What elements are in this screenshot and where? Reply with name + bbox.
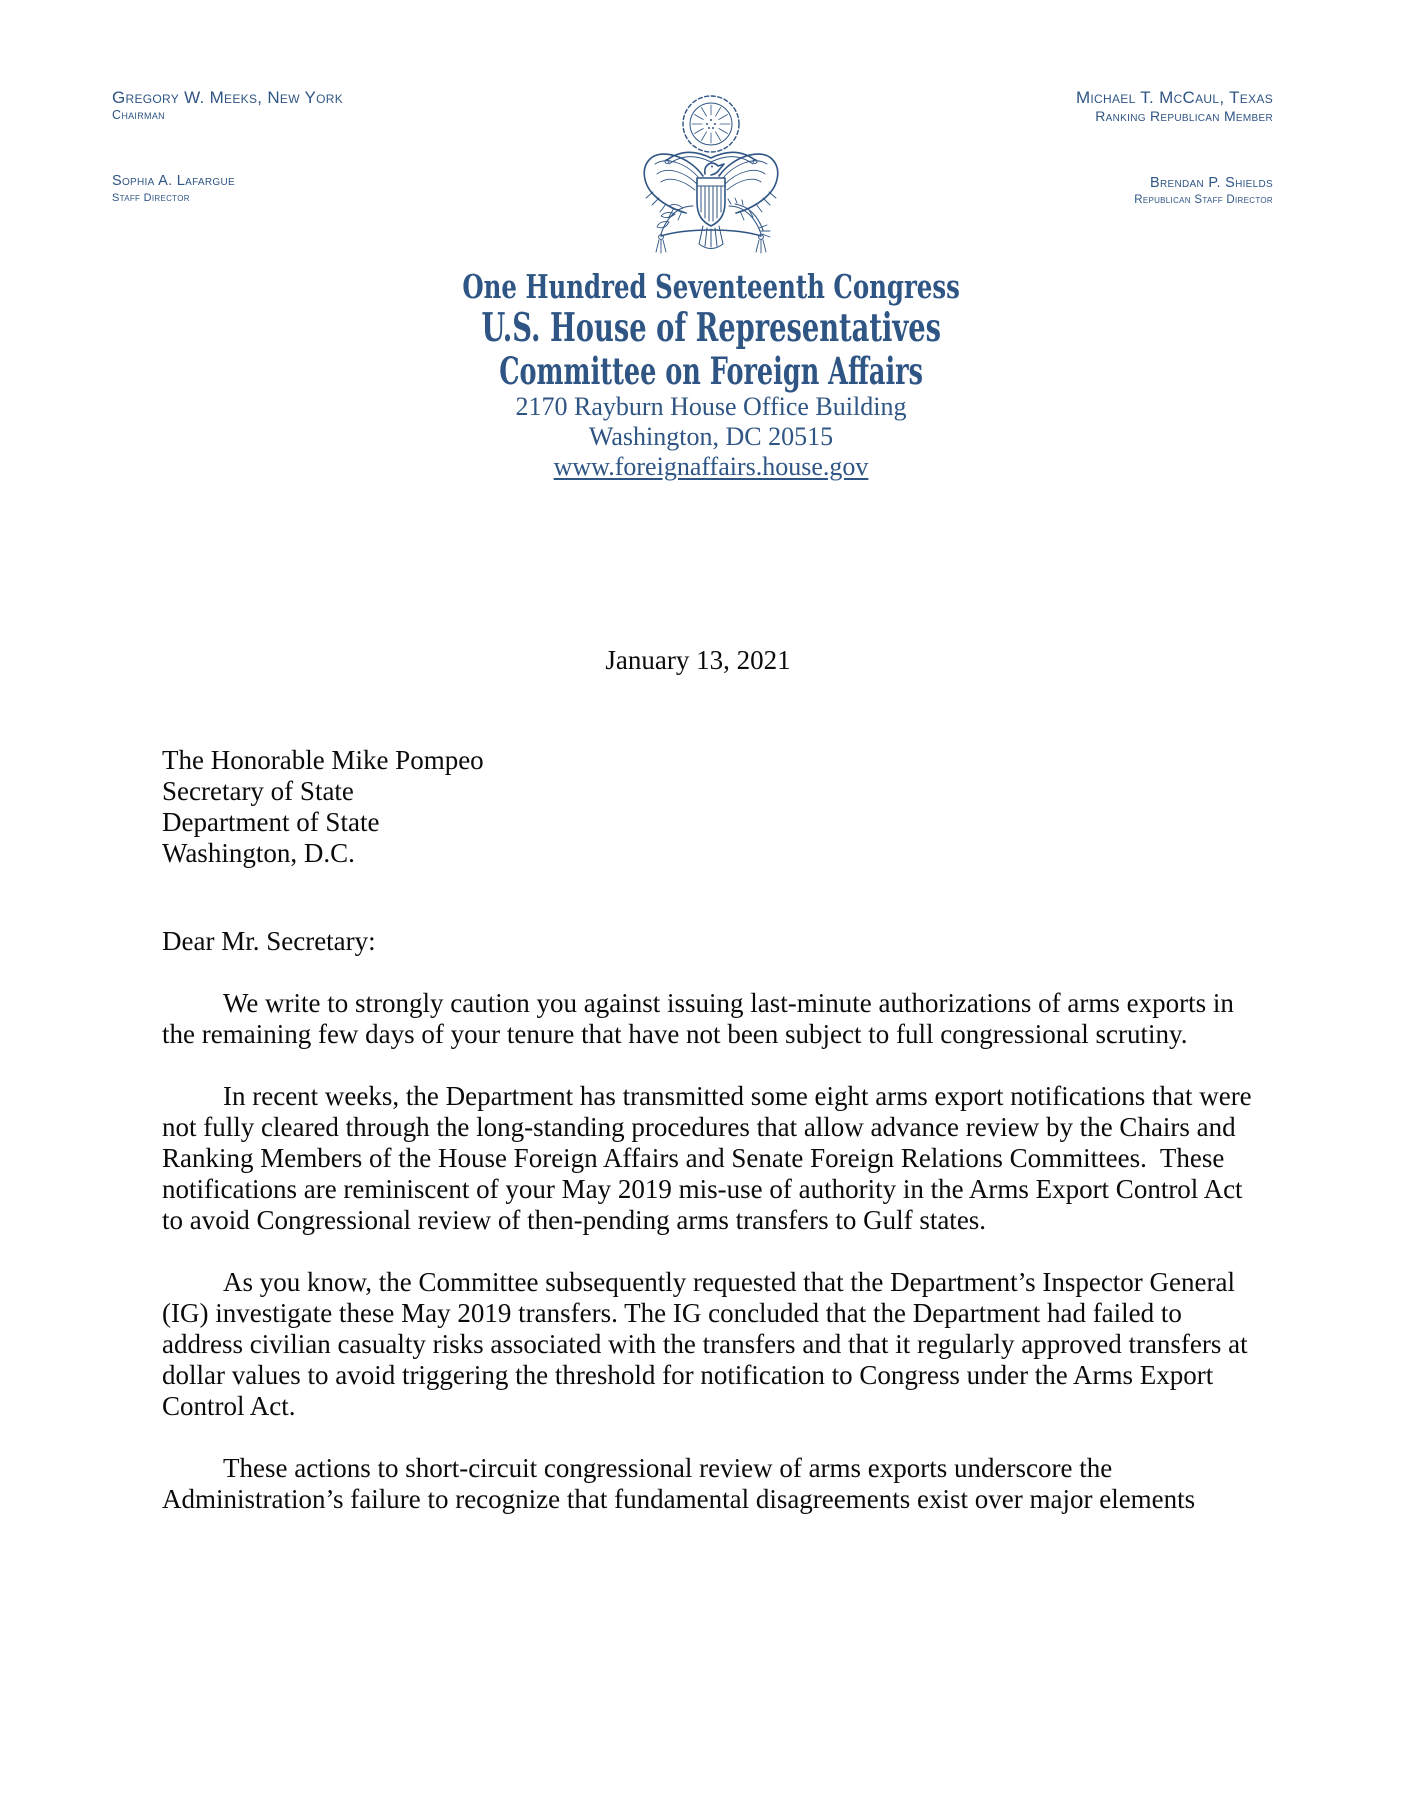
chairman-name: Gregory W. Meeks, New York: [112, 88, 344, 107]
letterhead-majority-block: [112, 88, 343, 205]
letterhead-center-block: [16, 268, 1406, 482]
recipient-line: Department of State: [162, 807, 380, 837]
body-paragraph: These actions to short-circuit congressional review of arms exports underscore the Administration’s failure to recognize that fundamental disagreements exist over major elements: [162, 1453, 1196, 1514]
address-line-2: Washington, DC 20515: [588, 422, 834, 451]
website-link[interactable]: www.foreignaffairs.house.gov: [553, 452, 869, 481]
staff-director-name: Sophia A. Lafargue: [112, 173, 235, 189]
republican-staff-director-name: Brendan P. Shields: [1150, 175, 1273, 191]
recipient-line: Secretary of State: [162, 776, 354, 806]
letter-date: January 13, 2021: [605, 645, 791, 675]
great-seal-eagle-icon: [631, 93, 791, 257]
recipient-line: Washington, D.C.: [162, 838, 355, 868]
chamber-line: U.S. House of Representatives: [481, 305, 941, 351]
salutation: Dear Mr. Secretary:: [162, 926, 376, 956]
chairman-title: Chairman: [112, 108, 165, 122]
body-paragraph: We write to strongly caution you against issuing last-minute authorizations of arms exports in the remaining few days of your tenure that have not been subject to full congressional scrutiny.: [162, 988, 1241, 1049]
ranking-member-title: Ranking Republican Member: [1095, 108, 1273, 124]
republican-staff-director-title: Republican Staff Director: [1134, 194, 1273, 206]
congress-line: One Hundred Seventeenth Congress: [462, 267, 960, 306]
body-paragraph: As you know, the Committee subsequently requested that the Department’s Inspector General (IG) investigate these May 2019 transfers. The IG concluded that the Department had failed to address civilian casualty risks associated with the transfers and that it regularly approved transfers at dollar values to avoid triggering the threshold for notification to Congress under the Arms Export Control Act.: [162, 1267, 1255, 1421]
staff-director-title: Staff Director: [112, 192, 190, 204]
letter-body: [162, 988, 1260, 1546]
recipient-address-block: [162, 745, 484, 869]
address-line-1: 2170 Rayburn House Office Building: [515, 392, 907, 421]
recipient-line: The Honorable Mike Pompeo: [162, 745, 484, 775]
ranking-member-name: Michael T. McCaul, Texas: [1075, 88, 1273, 107]
letterhead-minority-block: [1076, 88, 1273, 207]
committee-line: Committee on Foreign Affairs: [499, 349, 923, 393]
body-paragraph: In recent weeks, the Department has transmitted some eight arms export notifications that were not fully cleared through the long-standing procedures that allow advance review by the Chairs and Ranking Members of the House Foreign Affairs and Senate Foreign Relations Committees. These notifications are reminiscent of your May 2019 mis-use of authority in the Arms Export Control Act to avoid Congressional review of then-pending arms transfers to Gulf states.: [162, 1081, 1259, 1235]
